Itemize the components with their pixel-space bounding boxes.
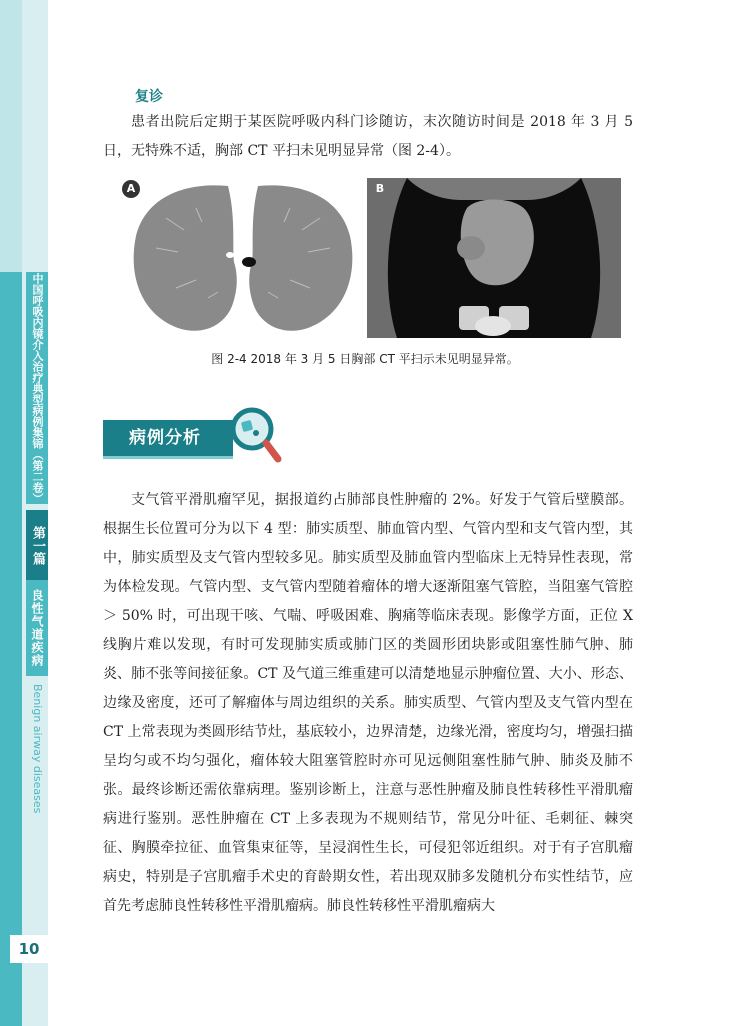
sidebar-stripe-top: [0, 0, 22, 272]
ct-mediastinal-window-graphic: [367, 178, 621, 338]
ct-lung-window-graphic: [116, 178, 370, 338]
analysis-body: [103, 486, 633, 921]
section-heading: 病例分析: [129, 428, 201, 448]
figure-label-a: A: [122, 180, 140, 198]
page-number: 10: [10, 935, 48, 963]
ct-image-mediastinal-window: [367, 178, 621, 338]
sidebar: [0, 0, 48, 1026]
magnifier-icon: [228, 405, 284, 467]
figure-caption: 图 2-4 2018 年 3 月 5 日胸部 CT 平扫示未见明显异常。: [211, 352, 519, 366]
ct-image-lung-window: [116, 178, 370, 338]
book-title: 中国呼吸内镜介入治疗典型病例集锦（第二卷）: [26, 272, 48, 504]
figure-label-b: B: [375, 182, 385, 195]
followup-paragraph: 患者出院后定期于某医院呼吸内科门诊随访，末次随访时间是 2018 年 3 月 5 日，无特殊不适，胸部 CT 平扫未见明显异常（图 2-4）。: [103, 114, 633, 159]
followup-heading: 复诊: [135, 89, 163, 105]
analysis-paragraph: 支气管平滑肌瘤罕见，据报道约占肺部良性肿瘤的 2%。好发于气管后壁膜部。根据生长位置可分为以下 4 型：肺实质型、肺血管内型、气管内型和支气管内型，其中，肺实质型及支气管内型较多见。肺实质型及肺血管内型临床上无特异性表现，常为体检发现。气管内型、支气管内型随着瘤体的增大逐渐阻塞气管腔，当阻塞气管腔＞ 50% 时，可出现干咳、气喘、呼吸困难、胸痛等临床表现。影像学方面，正位 X 线胸片难以发现，有时可发现肺实质或肺门区的类圆形团块影或阻塞性肺气肿、肺炎、肺不张等间接征象。CT 及气道三维重建可以清楚地显示肿瘤位置、大小、形态、边缘及密度，还可了解瘤体与周边组织的关系。肺实质型、气管内型及支气管内型在 CT 上常表现为类圆形结节灶，基底较小，边界清楚，边缘光滑，密度均匀，增强扫描呈均匀或不均匀强化，瘤体较大阻塞管腔时亦可见远侧阻塞性肺气肿、肺炎及肺不张。最终诊断还需依靠病理。鉴别诊断上，注意与恶性肿瘤及肺良性转移性平滑肌瘤病进行鉴别。恶性肿瘤在 CT 上多表现为不规则结节，常见分叶征、毛刺征、棘突征、胸膜牵拉征、血管集束征等，呈浸润性生长，可侵犯邻近组织。对于有子宫肌瘤病史，特别是子宫肌瘤手术史的育龄期女性，若出现双肺多发随机分布实性结节，应首先考虑肺良性转移性平滑肌瘤病。肺良性转移性平滑肌瘤病大: [103, 492, 633, 914]
section-label: 良性气道疾病: [26, 580, 48, 676]
part-label: 第一篇: [26, 510, 48, 580]
section-label-english: Benign airway diseases: [31, 684, 44, 814]
